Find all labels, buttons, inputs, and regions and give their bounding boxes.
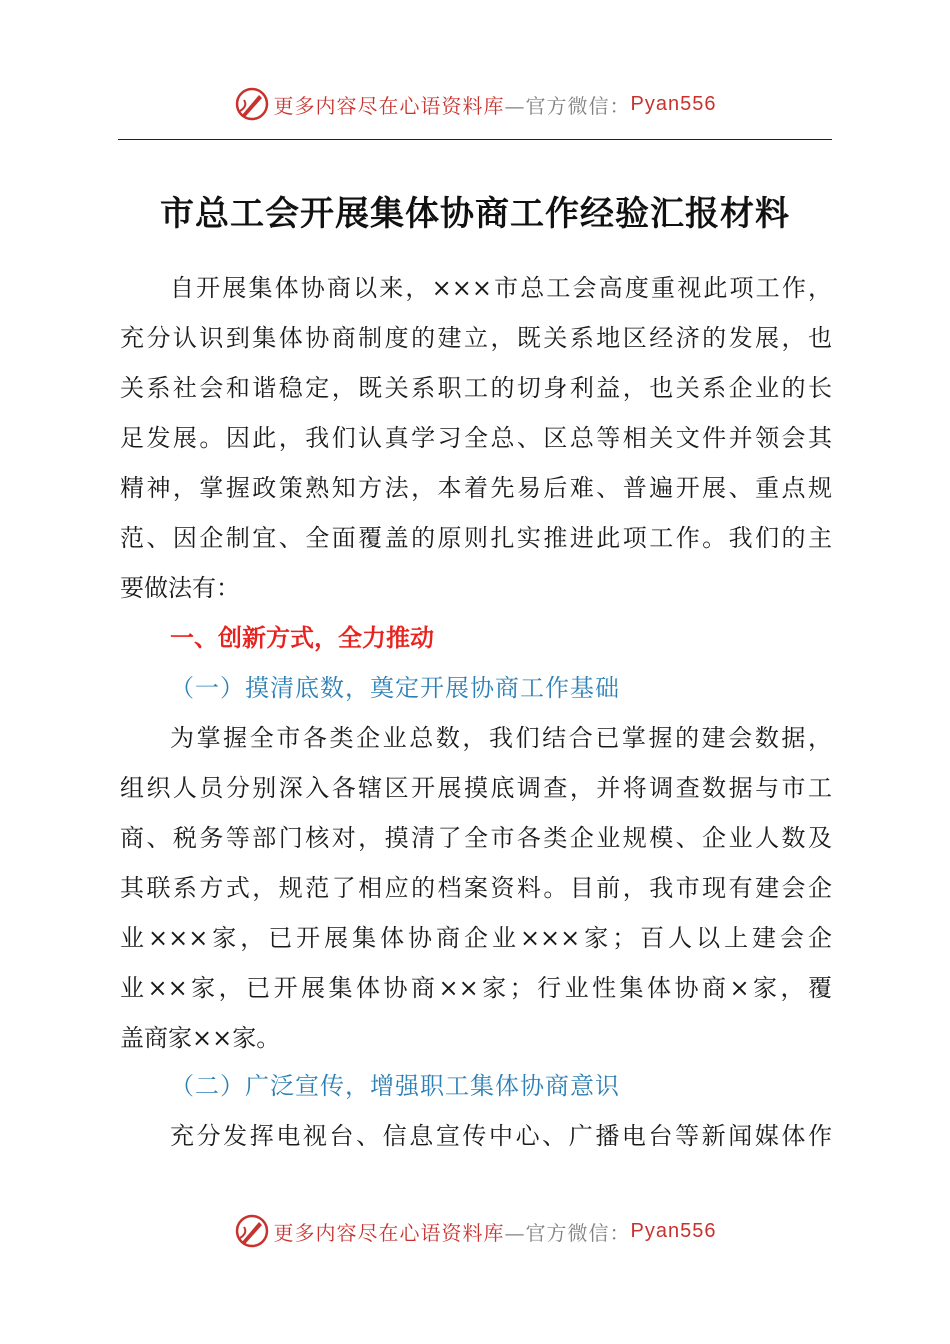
intro-line: 关系社会和谐稳定，既关系职工的切身利益，也关系企业的长: [120, 374, 832, 402]
intro-line: 范、因企制宜、全面覆盖的原则扎实推进此项工作。我们的主: [120, 524, 832, 552]
subsection-heading: （二）广泛宣传，增强职工集体协商意识: [170, 1072, 620, 1100]
intro-line: 自开展集体协商以来，×××市总工会高度重视此项工作，: [170, 274, 832, 302]
section-heading: 一、创新方式，全力推动: [170, 624, 434, 652]
intro-line: 足发展。因此，我们认真学习全总、区总等相关文件并领会其: [120, 424, 832, 452]
banner-site-name: 更多内容尽在心语资料库: [273, 1220, 505, 1245]
header-divider: [118, 139, 832, 140]
intro-line: 充分认识到集体协商制度的建立，既关系地区经济的发展，也: [120, 324, 832, 352]
document-title: 市总工会开展集体协商工作经验汇报材料: [160, 194, 790, 234]
pen-logo-icon: [234, 86, 270, 122]
body-line: 商、税务等部门核对，摸清了全市各类企业规模、企业人数及: [120, 824, 832, 852]
banner-wechat-id: Pyan556: [630, 92, 717, 115]
banner-wechat-id: Pyan556: [630, 1219, 717, 1242]
subsection-heading: （一）摸清底数，奠定开展协商工作基础: [170, 674, 620, 702]
body-line: 其联系方式，规范了相应的档案资料。目前，我市现有建会企: [120, 874, 832, 902]
body-line: 业××家，已开展集体协商××家；行业性集体协商×家，覆: [120, 974, 832, 1002]
intro-line: 精神，掌握政策熟知方法，本着先易后难、普遍开展、重点规: [120, 474, 832, 502]
body-line: 组织人员分别深入各辖区开展摸底调查，并将调查数据与市工: [120, 774, 832, 802]
body-line: 为掌握全市各类企业总数，我们结合已掌握的建会数据，: [170, 724, 832, 752]
header-banner: [0, 84, 950, 124]
banner-wechat-label: —官方微信：: [504, 93, 631, 118]
banner-site-name: 更多内容尽在心语资料库: [273, 93, 505, 118]
body-line: 业×××家，已开展集体协商企业×××家；百人以上建会企: [120, 924, 832, 952]
footer-banner: [0, 1211, 950, 1251]
pen-logo-icon: [234, 1213, 270, 1249]
intro-line: 要做法有：: [120, 574, 240, 602]
banner-wechat-label: —官方微信：: [504, 1220, 631, 1245]
body-line: 充分发挥电视台、信息宣传中心、广播电台等新闻媒体作: [170, 1122, 832, 1150]
body-line: 盖商家××家。: [120, 1024, 281, 1052]
